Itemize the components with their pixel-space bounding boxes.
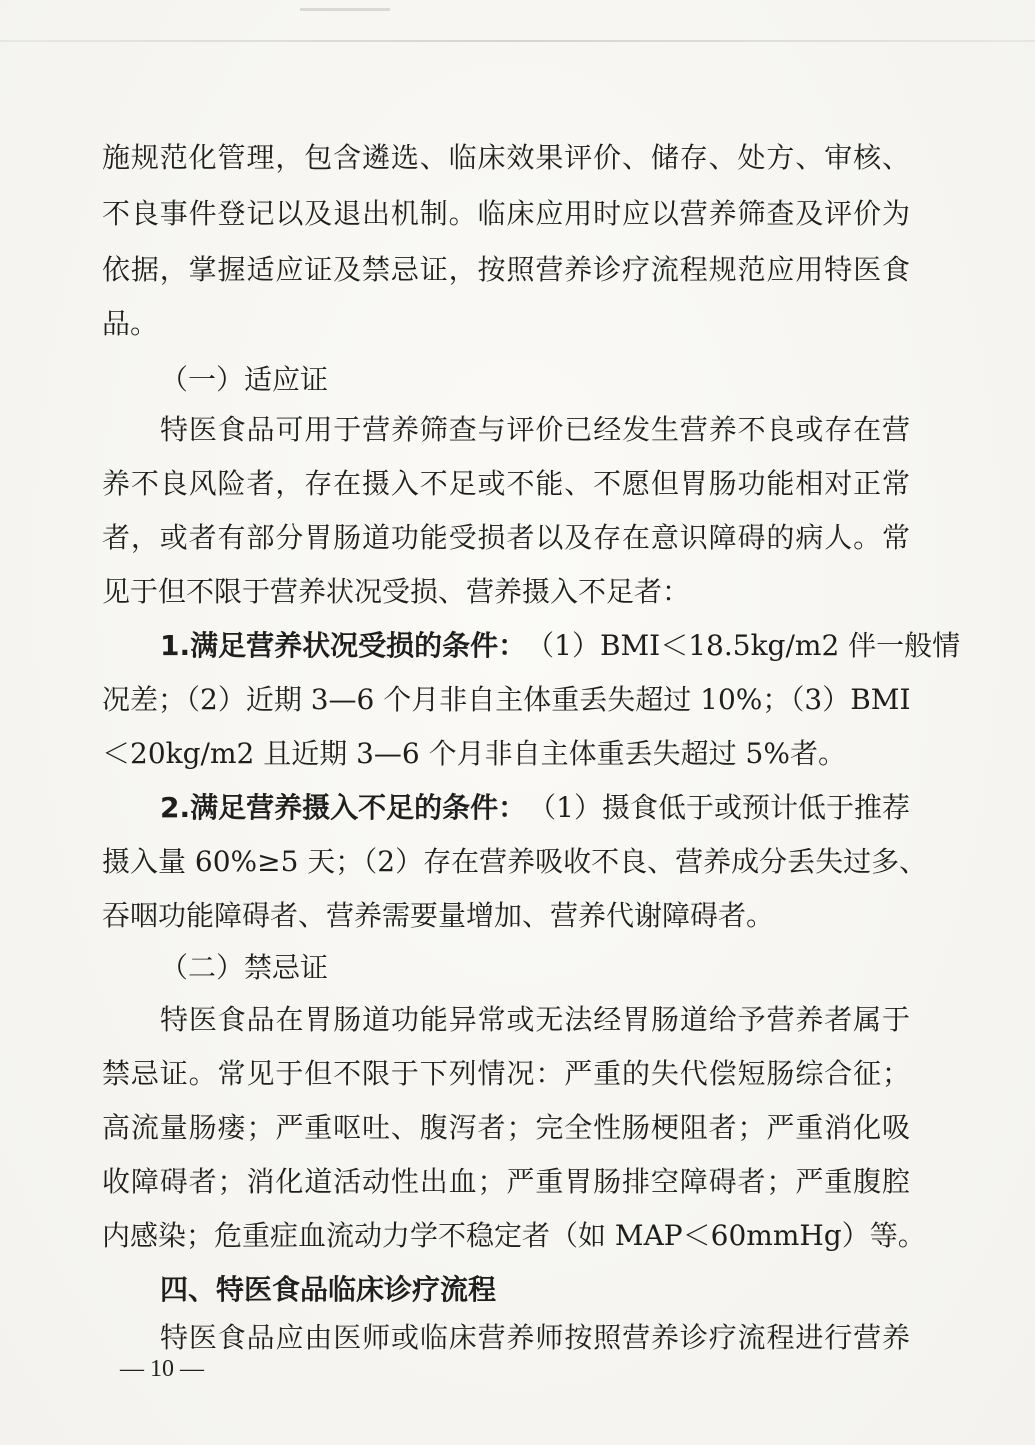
paragraph-line: ＜20kg/m2 且近期 3—6 个月非自主体重丢失超过 5%者。 xyxy=(102,737,846,770)
paragraph-line: 收障碍者；消化道活动性出血；严重胃肠排空障碍者；严重腹腔 xyxy=(102,1165,910,1198)
paragraph-line: 内感染；危重症血流动力学不稳定者（如 MAP＜60mmHg）等。 xyxy=(102,1219,926,1252)
paragraph-line: 特医食品应由医师或临床营养师按照营养诊疗流程进行营养 xyxy=(160,1321,910,1354)
paragraph-line: 见于但不限于营养状况受损、营养摄入不足者： xyxy=(102,575,691,608)
list-item-1-first-line xyxy=(160,628,961,664)
scan-edge-line xyxy=(0,40,1035,42)
paragraph-line: 养不良风险者，存在摄入不足或不能、不愿但胃肠功能相对正常 xyxy=(102,467,910,500)
paragraph-line: 吞咽功能障碍者、营养需要量增加、营养代谢障碍者。 xyxy=(102,899,775,932)
paragraph-line: 况差；（2）近期 3—6 个月非自主体重丢失超过 10%；（3）BMI xyxy=(102,683,911,716)
paragraph-line: 禁忌证。常见于但不限于下列情况：严重的失代偿短肠综合征； xyxy=(102,1057,910,1090)
scan-mark xyxy=(300,8,390,11)
paragraph-line: 依据，掌握适应证及禁忌证，按照营养诊疗流程规范应用特医食 xyxy=(102,253,910,286)
paragraph-line: 品。 xyxy=(102,307,159,340)
section-heading-clinical-process: 四、特医食品临床诊疗流程 xyxy=(160,1273,497,1306)
paragraph-line: 特医食品在胃肠道功能异常或无法经胃肠道给予营养者属于 xyxy=(160,1003,910,1036)
paragraph-line: 特医食品可用于营养筛查与评价已经发生营养不良或存在营 xyxy=(160,413,910,446)
paragraph-line: 者，或者有部分胃肠道功能受损者以及存在意识障碍的病人。常 xyxy=(102,521,910,554)
page-number: — 10 — xyxy=(120,1356,204,1382)
section-heading-contraindications: （二）禁忌证 xyxy=(160,951,329,984)
paragraph-line: 高流量肠瘘；严重呕吐、腹泻者；完全性肠梗阻者；严重消化吸 xyxy=(102,1111,910,1144)
list-item-2-first-line xyxy=(160,790,910,826)
paragraph-line: 摄入量 60%≥5 天；（2）存在营养吸收不良、营养成分丢失过多、 xyxy=(102,845,928,878)
section-heading-indications: （一）适应证 xyxy=(160,363,329,396)
list-item-1-label: 1.满足营养状况受损的条件： xyxy=(160,629,527,662)
list-item-1-text: （1）BMI＜18.5kg/m2 伴一般情 xyxy=(526,629,961,662)
list-item-2-text: （1）摄食低于或预计低于推荐 xyxy=(528,791,910,824)
list-item-2-label: 2.满足营养摄入不足的条件： xyxy=(160,791,527,824)
paragraph-line: 不良事件登记以及退出机制。临床应用时应以营养筛查及评价为 xyxy=(102,197,910,230)
paragraph-line: 施规范化管理，包含遴选、临床效果评价、储存、处方、审核、 xyxy=(102,141,910,174)
